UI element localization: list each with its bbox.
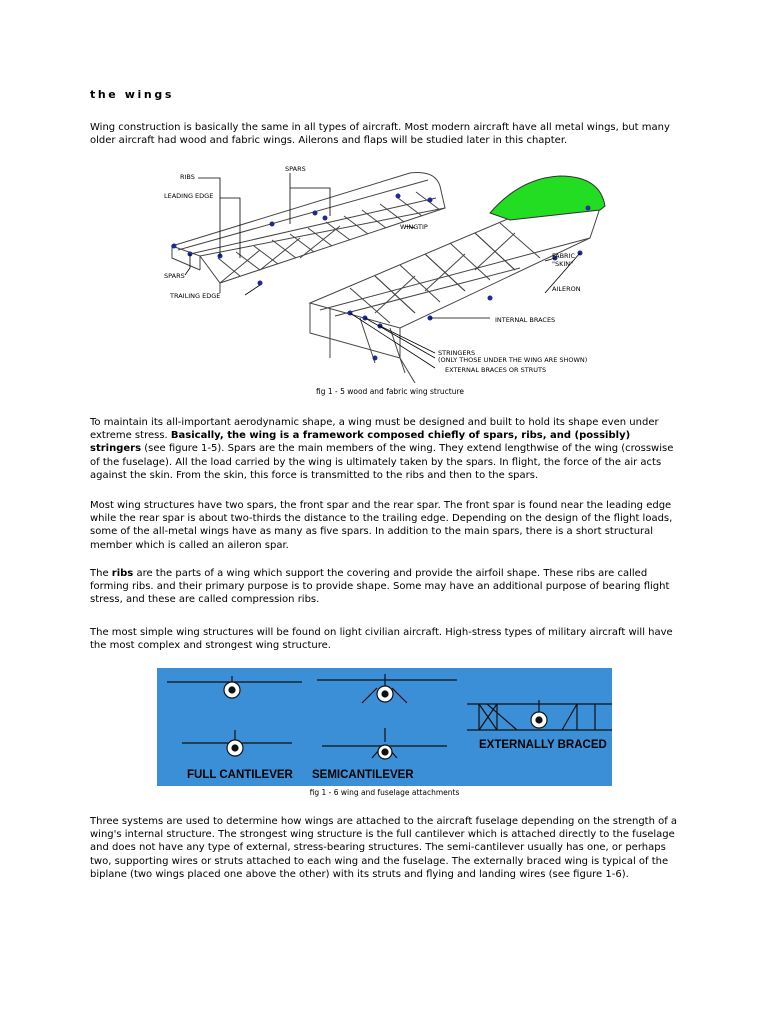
text-run: (see figure 1-5). Spars are the main members of the wing. They extend lengthwise of the wing (crosswise of the fuselage). All the load carried by the wing is ultimately taken by the spars. In flight, the force of the air acts against the skin. From the skin, this force is transmitted to the ribs and then to the spars. xyxy=(90,443,674,481)
bold-text-run: ribs xyxy=(111,568,134,579)
label-skin: "SKIN" xyxy=(552,260,574,268)
section-heading: the wings xyxy=(90,88,174,101)
label-external-braces: EXTERNAL BRACES OR STRUTS xyxy=(445,366,547,374)
label-spars-top: SPARS xyxy=(285,165,306,173)
label-full-cantilever: FULL CANTILEVER xyxy=(187,769,293,781)
paragraph-spars: Most wing structures have two spars, the front spar and the rear spar. The front spar is found near the leading edge while the rear spar is about two-thirds the distance to the trailing edge. Depending on the design of the flight loads, some of the all-metal wings have as many as five spars. In addition to the main spars, there is a short structural member which is called an aileron spar. xyxy=(90,500,673,551)
label-spars-bottom: SPARS xyxy=(164,272,185,280)
text-run: To maintain its all-important aerodynamic shape, a wing must be designed and built to hold its shape even under extreme stress. xyxy=(90,417,659,442)
paragraph-ribs xyxy=(90,567,682,607)
bold-text-run: Basically, the wing is a framework composed chiefly of spars, ribs, and (possibly) stringers xyxy=(90,430,631,455)
fabric-skin xyxy=(490,176,605,220)
wood-wing-frame xyxy=(172,173,445,293)
wing-structure-figure xyxy=(160,158,620,383)
label-internal-braces: INTERNAL BRACES xyxy=(495,316,556,324)
wing-attachment-figure xyxy=(157,668,612,786)
paragraph-intro: Wing construction is basically the same in all types of aircraft. Most modern aircraft have all metal wings, but many older aircraft had wood and fabric wings. Ailerons and flaps will be studied later in this chapter. xyxy=(90,122,670,147)
label-fabric: FABRIC xyxy=(552,252,576,260)
text-run: are the parts of a wing which support the covering and provide the airfoil shape. These ribs are called forming ribs. and their primary purpose is to provide shape. Some may have an additional purpose of bearing flight stress, and these are called compression ribs. xyxy=(90,568,670,606)
figure-1-5-caption: fig 1 - 5 wood and fabric wing structure xyxy=(315,387,465,396)
label-externally-braced: EXTERNALLY BRACED xyxy=(479,739,607,751)
label-wingtip: WINGTIP xyxy=(400,223,428,231)
label-stringers-note: (ONLY THOSE UNDER THE WING ARE SHOWN) xyxy=(438,356,588,364)
label-semicantilever: SEMICANTILEVER xyxy=(312,769,414,781)
label-aileron: AILERON xyxy=(552,285,581,293)
paragraph-simple-structures: The most simple wing structures will be found on light civilian aircraft. High-stress types of military aircraft will have the most complex and strongest wing structure. xyxy=(90,627,673,652)
text-run: The xyxy=(90,568,112,579)
label-trailing-edge: TRAILING EDGE xyxy=(170,292,221,300)
paragraph-attachment-systems: Three systems are used to determine how wings are attached to the aircraft fuselage depending on the strength of a wing's internal structure. The strongest wing structure is the full cantilever which is attached directly to the fuselage and does not have any type of external, stress-bearing structures. The semi-cantilever usually has one, or perhaps two, supporting wires or struts attached to each wing and the fuselage. The externally braced wing is typical of the biplane (two wings placed one above the other) with its struts and flying and landing wires (see figure 1-6). xyxy=(90,816,678,880)
label-leading-edge: LEADING EDGE xyxy=(164,192,214,200)
label-ribs: RIBS xyxy=(180,173,195,181)
label-stringers: STRINGERS xyxy=(438,349,476,357)
figure-1-6-caption: fig 1 - 6 wing and fuselage attachments xyxy=(309,788,460,797)
paragraph-aerodynamic-shape xyxy=(90,416,682,482)
part-markers xyxy=(172,194,591,361)
